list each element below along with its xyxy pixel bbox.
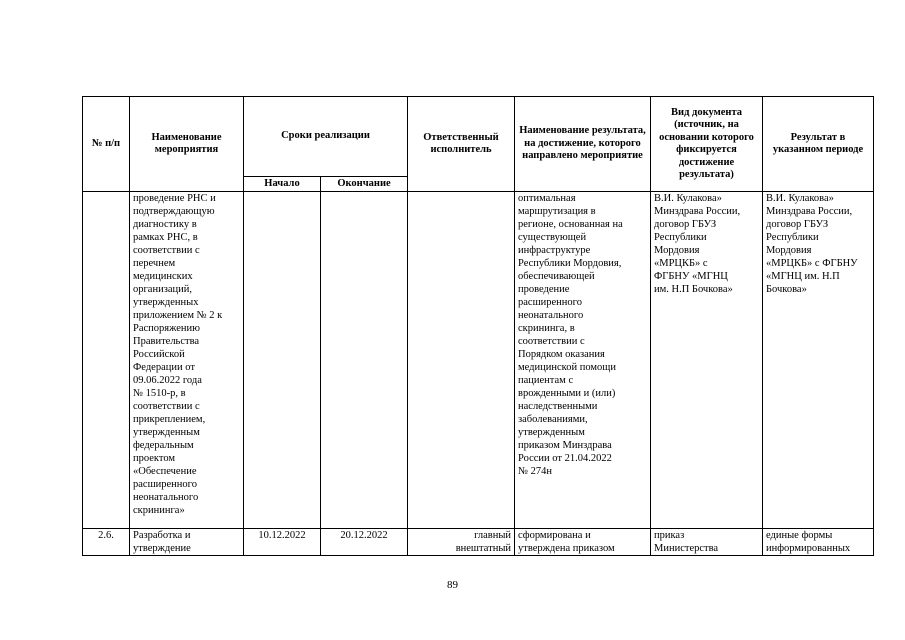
cell-result-name: сформирована и утверждена приказом [515,529,651,556]
cell-doc-type: В.И. Кулакова» Минздрава России, договор ГБУЗ Республики Мордовия «МРЦКБ» с ФГБНУ «МГНЦ им. Н.П Бочкова» [651,192,763,529]
cell-end: 20.12.2022 [321,529,408,556]
cell-responsible: главный внештатный [408,529,515,556]
header-result-name: Наименование результата, на достижение, которого направлено мероприятие [515,97,651,192]
page-number: 89 [447,579,458,591]
table-row [83,192,874,529]
header-event: Наименование мероприятия [130,97,244,192]
cell-start: 10.12.2022 [244,529,321,556]
cell-doc-type: приказ Министерства [651,529,763,556]
cell-num: 2.6. [83,529,130,556]
cell-event: проведение РНС и подтверждающую диагностику в рамках РНС, в соответствии с перечнем медицинских организаций, утвержденных приложением № 2 к Распоряжению Правительства Российской Федерации от 09.06.2022 года № 1510-р, в соответствии с прикреплением, утвержденным федеральным проектом «Обеспечение расширенного неонатального скрининга» [130,192,244,529]
header-num: № п/п [83,97,130,192]
cell-start [244,192,321,529]
header-start: Начало [244,177,321,192]
cell-num [83,192,130,529]
cell-event: Разработка и утверждение [130,529,244,556]
document-table [82,96,874,556]
cell-responsible [408,192,515,529]
header-end: Окончание [321,177,408,192]
table-row [83,529,874,556]
header-doc-type: Вид документа (источник, на основании которого фиксируется достижение результата) [651,97,763,192]
cell-result-name: оптимальная маршрутизация в регионе, основанная на существующей инфраструктуре Республики Мордовия, обеспечивающей проведение расширенного неонатального скрининга, в соответствии с Порядком оказания медицинской помощи пациентам с врожденными и (или) наследственными заболеваниями, утвержденным приказом Минздрава России от 21.04.2022 № 274н [515,192,651,529]
header-row [83,97,874,177]
header-terms: Сроки реализации [244,97,408,177]
header-result-period: Результат в указанном периоде [763,97,874,192]
cell-result-period: В.И. Кулакова» Минздрава России, договор ГБУЗ Республики Мордовия «МРЦКБ» с ФГБНУ «МГНЦ им. Н.П Бочкова» [763,192,874,529]
cell-result-period: единые формы информированных [763,529,874,556]
header-responsible: Ответственный исполнитель [408,97,515,192]
cell-end [321,192,408,529]
